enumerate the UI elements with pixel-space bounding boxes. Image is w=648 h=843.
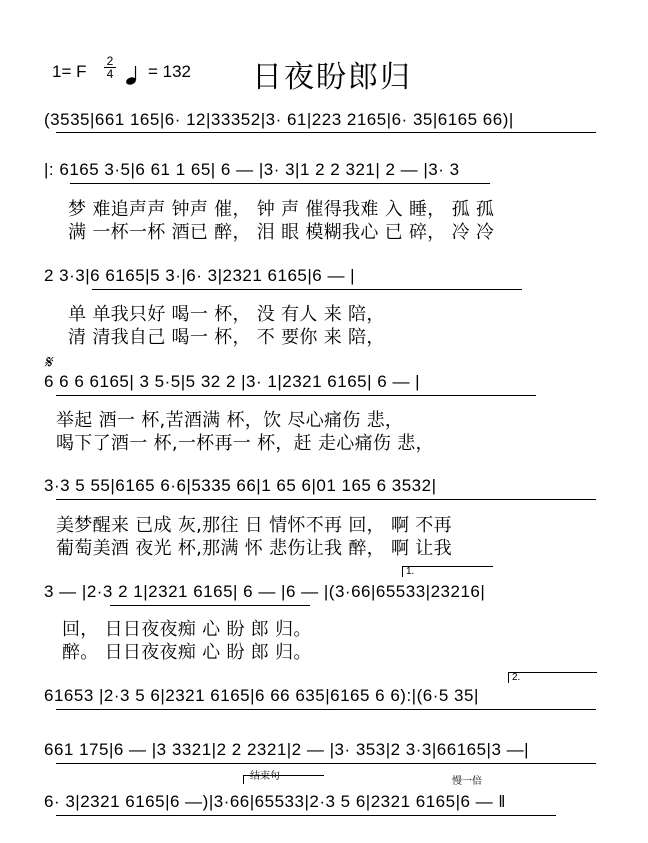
lyric-line-3-verse-2: 清 清我自己 喝一 杯， 不 要你 来 陪， [68,327,385,348]
music-line-6: 3 — |2·3 2 1|2321 6165| 6 — |6 — |(3·66|65533|23216| [44,582,486,601]
lyric-line-5-verse-1: 美梦醒来 已成 灰,那往 日 情怀不再 回， 啊 不再 [56,515,452,536]
lyric-line-4-verse-2: 喝下了酒一 杯,一杯再一 杯，赶 走心痛伤 悲， [56,433,434,454]
underline-line-1 [56,132,596,133]
lyric-line-5-verse-2: 葡萄美酒 夜光 杯,那满 怀 悲伤让我 醉， 啊 让我 [56,538,452,559]
volta-2-label: 2. [512,672,521,683]
volta-2-bracket [508,672,597,683]
music-line-1: (3535|661 165|6· 12|33352|3· 61|223 2165|6· 35|6165 66)| [44,110,514,129]
lyric-line-3-verse-1: 单 单我只好 喝一 杯， 没 有人 来 陪， [68,304,385,325]
underline-line-4 [56,395,536,396]
key-signature: 1= F [52,62,87,81]
music-line-2: |: 6165 3·5|6 61 1 65| 6 — |3· 3|1 2 2 321| 2 — |3· 3 [44,160,460,179]
ending-label: 结束句 [250,771,280,782]
slow-down-label: 慢一倍 [452,776,482,787]
lyric-line-6-verse-1: 回， 日日夜夜痴 心 盼 郎 归。 [62,619,312,640]
music-line-3: 2 3·3|6 6165|5 3·|6· 3|2321 6165|6 — | [44,266,356,285]
lyric-line-2-verse-2: 满 一杯一杯 酒已 醉， 泪 眼 模糊我心 已 碎， 冷 冷 [68,222,495,243]
time-signature-top: 2 [106,54,114,68]
lyric-line-4-verse-1: 举起 酒一 杯,苦酒满 杯，饮 尽心痛伤 悲， [56,410,404,431]
volta-1-label: 1. [406,566,415,577]
music-line-5: 3·3 5 55|6165 6·6|5335 66|1 65 6|01 165 6 3532| [44,476,437,495]
time-signature [104,55,116,80]
underline-line-9 [56,815,556,816]
underline-line-2 [70,183,490,184]
music-line-8: 661 175|6 — |3 3321|2 2 2321|2 — |3· 353|2 3·3|66165|3 —| [44,740,530,759]
lyric-line-6-verse-2: 醉。 日日夜夜痴 心 盼 郎 归。 [62,642,312,663]
segno-sign: 𝄋 [44,352,52,372]
underline-line-6 [110,605,310,606]
underline-line-7 [56,709,596,710]
quarter-note-icon [125,66,139,86]
music-line-9: 6· 3|2321 6165|6 —)|3·66|65533|2·3 5 6|2321 6165|6 — ‖ [44,792,506,811]
time-signature-bottom: 4 [104,67,116,80]
music-line-7: 61653 |2·3 5 6|2321 6165|6 66 635|6165 6 6):|(6·5 35| [44,686,479,705]
underline-line-5 [56,499,596,500]
volta-1-bracket [402,566,493,577]
song-title: 日夜盼郎归 [252,61,412,94]
underline-line-3 [92,289,522,290]
underline-line-8 [56,763,596,764]
tempo-marking: = 132 [148,62,192,81]
music-line-4: 6 6 6 6165| 3 5·5|5 32 2 |3· 1|2321 6165| 6 — | [44,372,421,391]
lyric-line-2-verse-1: 梦 难追声声 钟声 催， 钟 声 催得我难 入 睡， 孤 孤 [68,199,495,220]
